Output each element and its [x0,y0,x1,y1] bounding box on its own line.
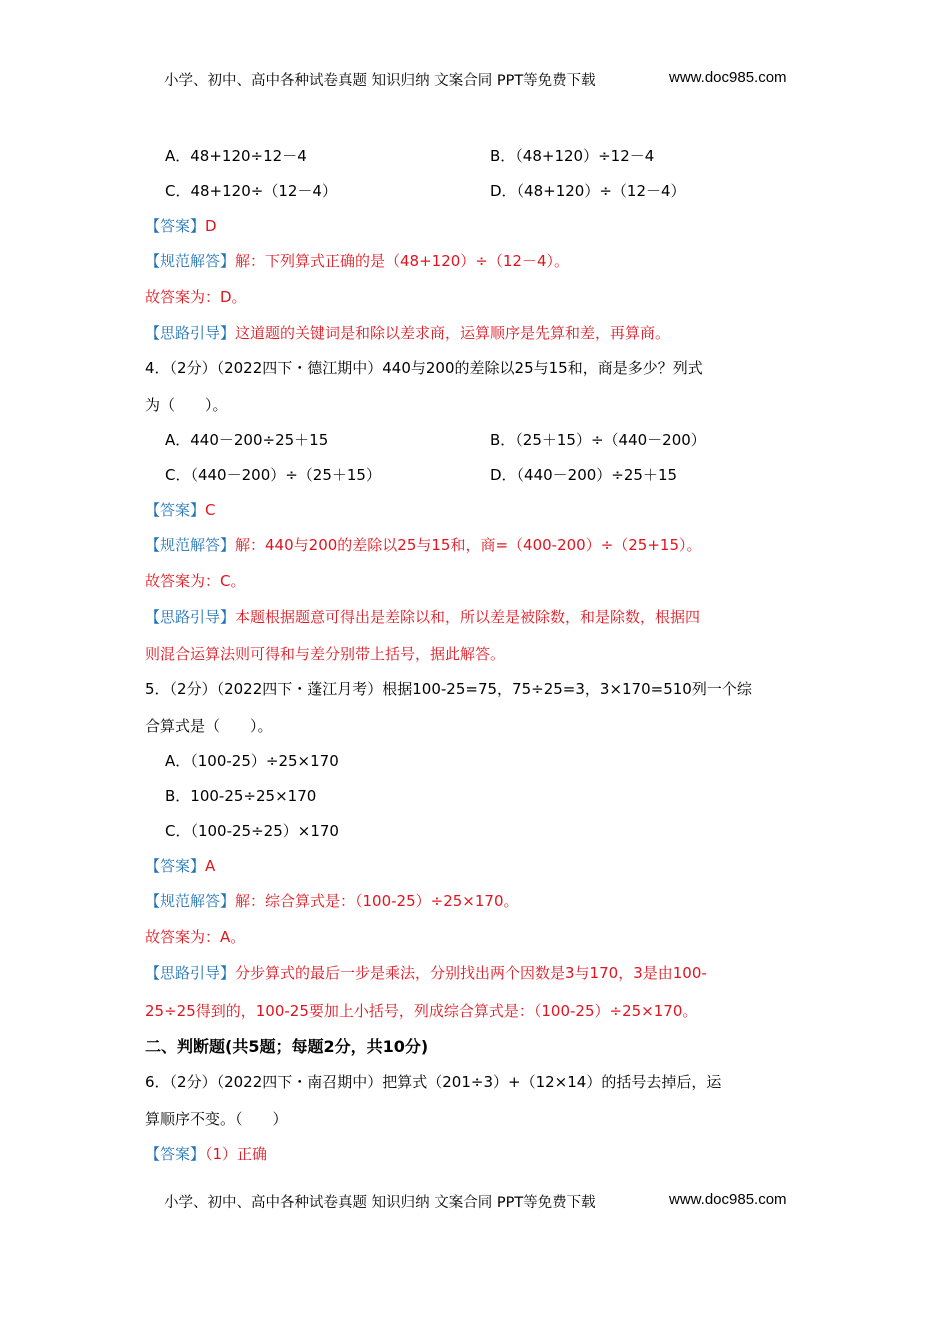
q4-stem-line2: 为（ ）。 [145,396,228,414]
q5-option-b: B．100-25÷25×170 [165,787,317,805]
q3-conclusion: 故答案为：D。 [145,288,247,306]
solution-text: 解：综合算式是：（100-25）÷25×170。 [235,892,519,910]
q3-solution [145,251,569,271]
q4-option-b: B．（25＋15）÷（440－200） [490,431,706,449]
q3-option-d: D．（48+120）÷（12－4） [490,182,686,200]
q6-stem-line1: 6．（2分）（2022四下・南召期中）把算式（201÷3）+（12×14）的括号去掉后，运 [145,1073,722,1091]
answer-value: （1）正确 [205,1145,268,1163]
header-url[interactable]: www.doc985.com [669,69,787,86]
q5-hint-line2: 25÷25得到的，100-25要加上小括号，列成综合算式是：（100-25）÷25×170。 [145,1002,698,1020]
q3-hint [145,323,670,343]
q6-stem-line2: 算顺序不变。（ ） [145,1110,288,1128]
answer-label: 【答案】 [145,857,206,875]
q3-option-b: B．（48+120）÷12－4 [490,147,655,165]
q5-option-c: C．（100-25÷25）×170 [165,822,339,840]
hint-text-line1: 本题根据题意可得出是差除以和，所以差是被除数，和是除数，根据四 [235,608,701,626]
q3-answer [145,216,217,236]
q4-conclusion: 故答案为：C。 [145,572,246,590]
q5-conclusion: 故答案为：A。 [145,928,246,946]
q3-option-c: C．48+120÷（12－4） [165,182,337,200]
q6-answer [145,1144,267,1164]
answer-value: D [205,217,217,235]
hint-label: 【思路引导】 [145,608,236,626]
hint-text-line1: 分步算式的最后一步是乘法，分别找出两个因数是3与170，3是由100- [235,964,707,982]
q4-hint-line2: 则混合运算法则可得和与差分别带上括号，据此解答。 [145,645,506,663]
solution-label: 【规范解答】 [145,252,236,270]
q5-answer [145,856,215,876]
q5-stem-line1: 5．（2分）（2022四下・蓬江月考）根据100-25=75，75÷25=3，3×170=510列一个综 [145,680,752,698]
q5-stem-line2: 合算式是（ ）。 [145,717,273,735]
q4-solution [145,535,702,555]
q5-option-a: A．（100-25）÷25×170 [165,752,339,770]
q4-hint [145,607,700,627]
q4-answer [145,500,216,520]
q4-stem-line1: 4．（2分）（2022四下・德江期中）440与200的差除以25与15和，商是多少？列式 [145,359,703,377]
solution-label: 【规范解答】 [145,892,236,910]
section-heading: 二、判断题(共5题；每题2分，共10分) [145,1037,429,1056]
answer-value: A [205,857,216,875]
hint-label: 【思路引导】 [145,324,236,342]
q3-option-a: A．48+120÷12－4 [165,147,307,165]
solution-text: 解：440与200的差除以25与15和，商=（400-200）÷（25+15）。 [235,536,702,554]
answer-value: C [205,501,216,519]
q5-solution [145,891,519,911]
solution-label: 【规范解答】 [145,536,236,554]
q5-hint [145,963,707,983]
q4-option-c: C．（440－200）÷（25＋15） [165,466,381,484]
q4-option-d: D．（440－200）÷25＋15 [490,466,678,484]
answer-label: 【答案】 [145,501,206,519]
header-text: 小学、初中、高中各种试卷真题 知识归纳 文案合同 PPT等免费下载 [164,73,596,89]
hint-text: 这道题的关键词是和除以差求商，运算顺序是先算和差，再算商。 [235,324,671,342]
hint-label: 【思路引导】 [145,964,236,982]
solution-text: 解：下列算式正确的是（48+120）÷（12－4）。 [235,252,570,270]
answer-label: 【答案】 [145,217,206,235]
answer-label: 【答案】 [145,1145,206,1163]
page-header [164,69,804,90]
footer-text: 小学、初中、高中各种试卷真题 知识归纳 文案合同 PPT等免费下载 [164,1195,596,1211]
q4-option-a: A．440－200÷25＋15 [165,431,329,449]
footer-url[interactable]: www.doc985.com [669,1191,787,1208]
page-footer [164,1191,804,1212]
